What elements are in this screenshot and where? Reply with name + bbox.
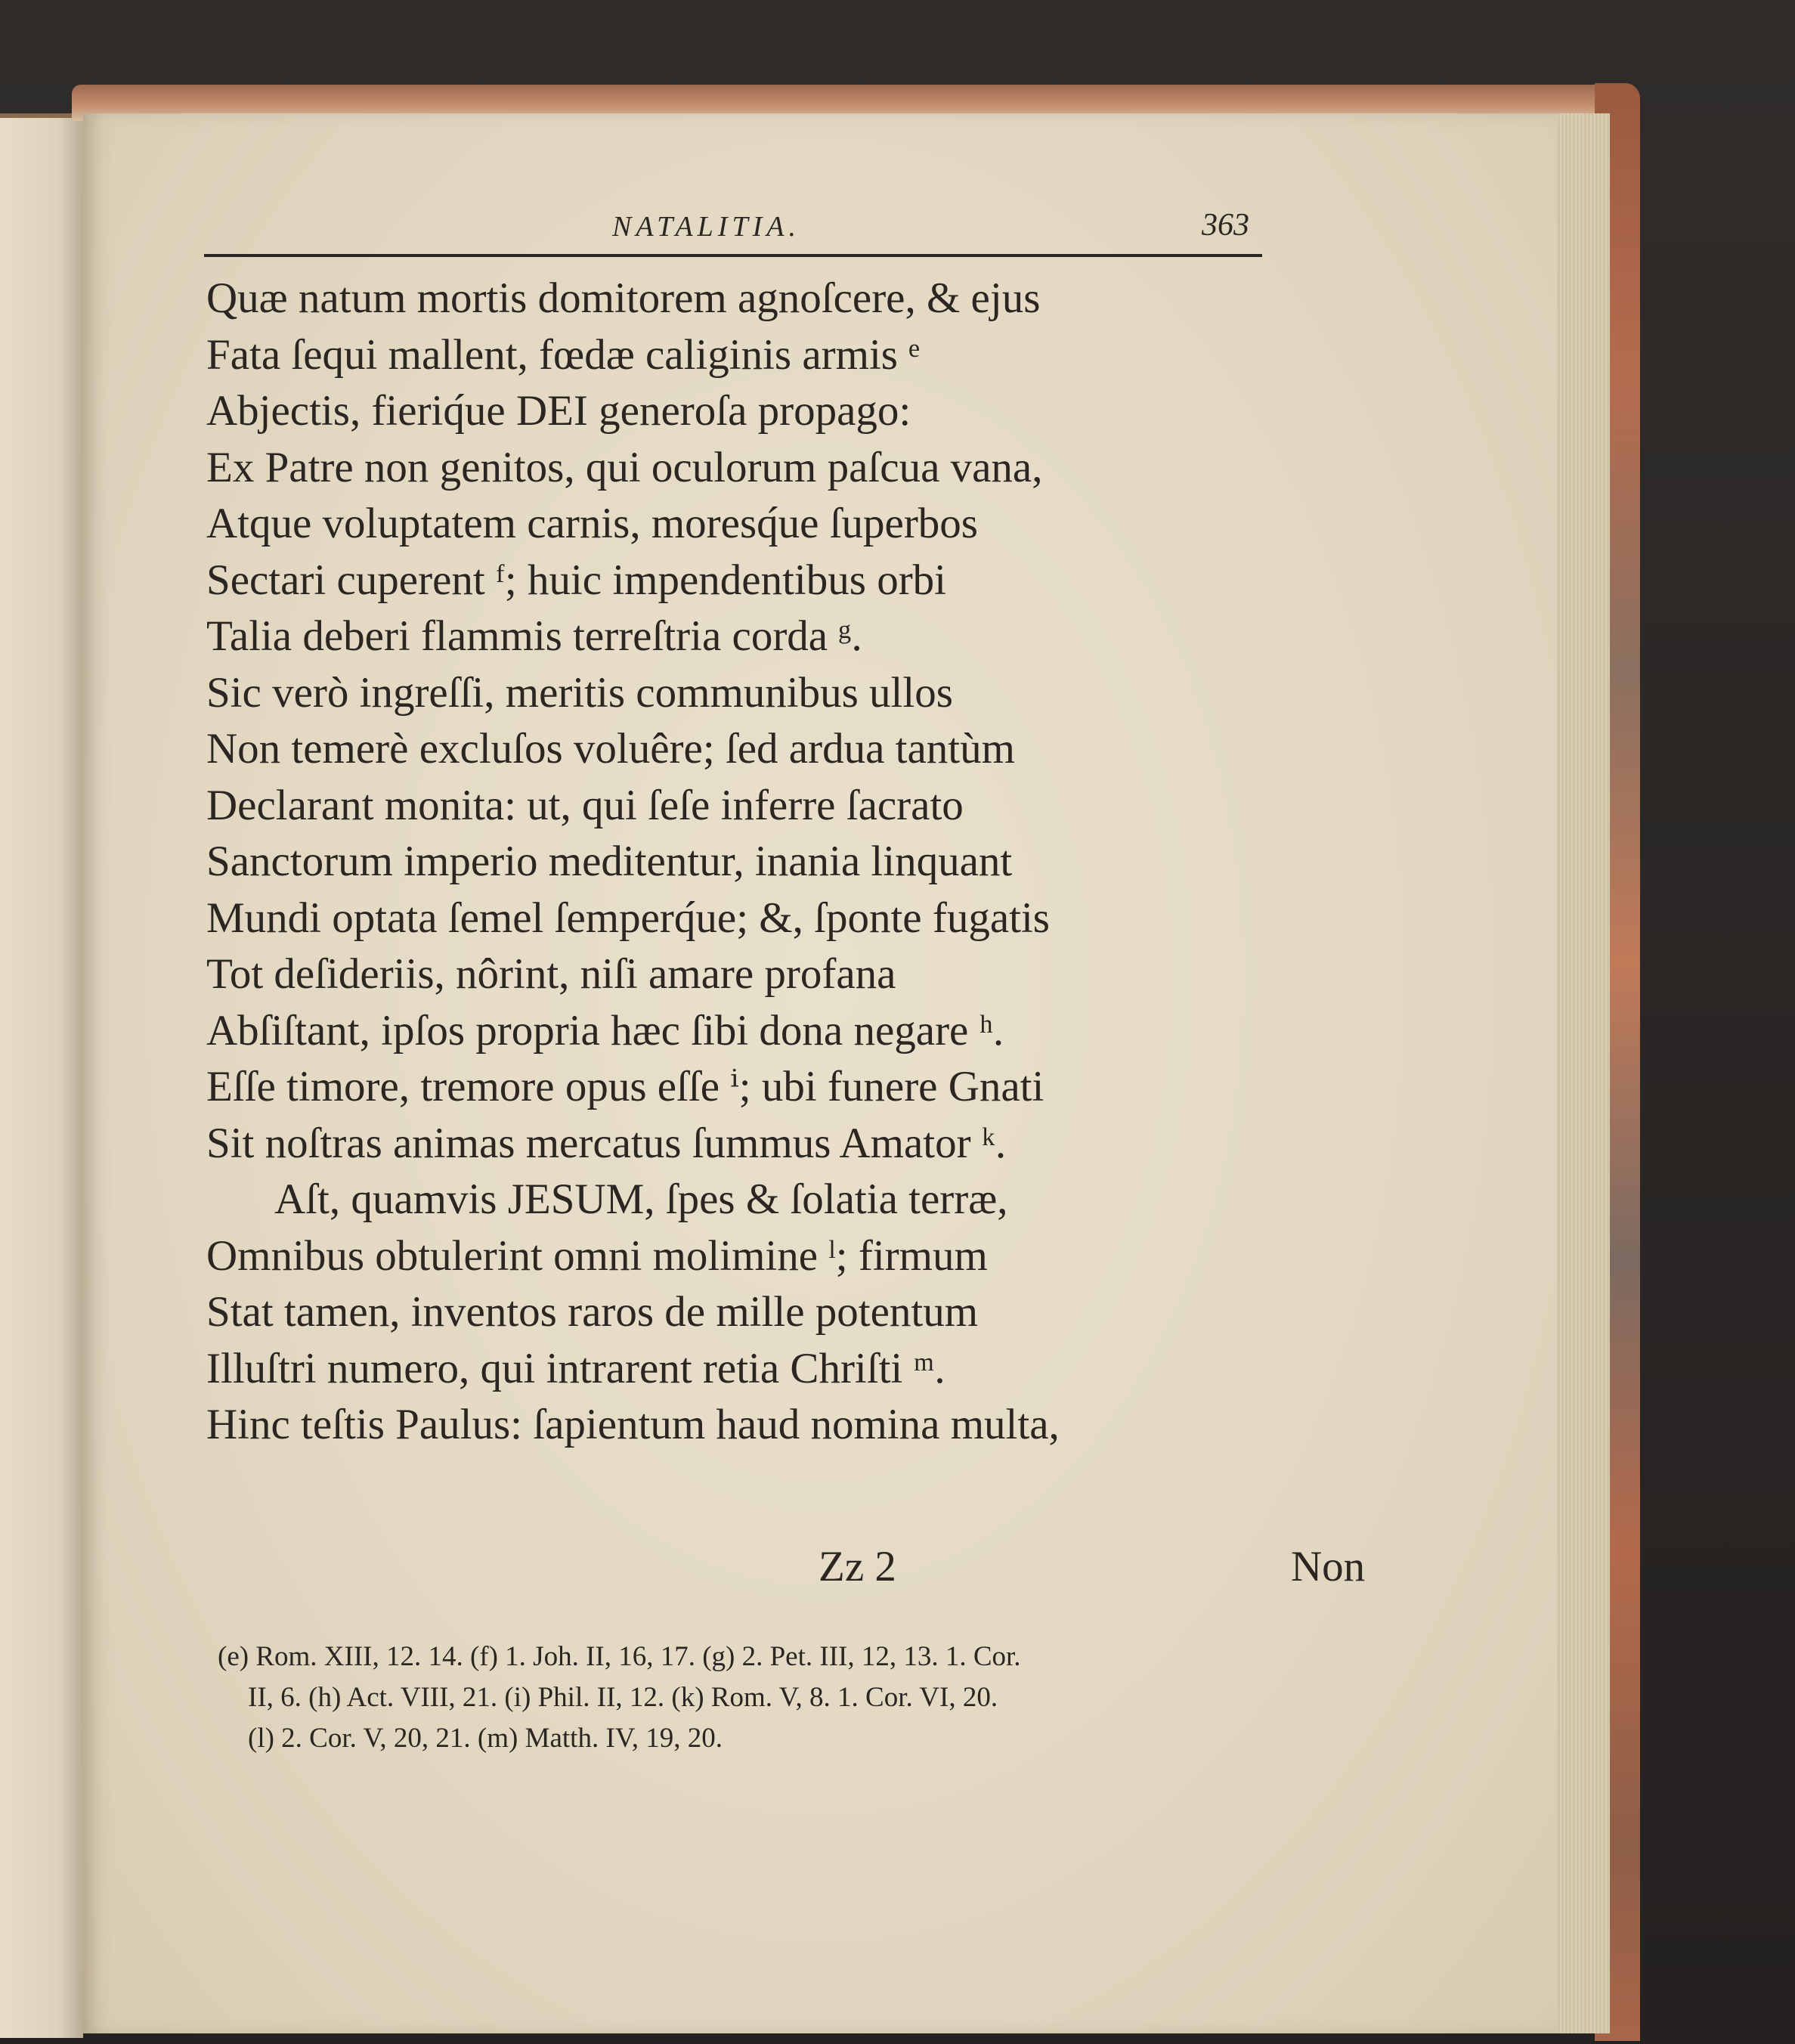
footnote-line: (e) Rom. XIII, 12. 14. (f) 1. Joh. II, 16, 17. (g) 2. Pet. III, 12, 13. 1. Cor. bbox=[218, 1641, 1021, 1672]
verse-line: Omnibus obtulerint omni molimine ˡ; firmum bbox=[206, 1231, 988, 1280]
verse-line: Abjectis, fieriq́ue DEI generoſa propago: bbox=[206, 387, 911, 435]
verse-line: Sanctorum imperio meditentur, inania linquant bbox=[206, 838, 1013, 885]
verse-line: Sit noſtras animas mercatus ſummus Amator ᵏ. bbox=[206, 1119, 1007, 1167]
footnote-line: (l) 2. Cor. V, 20, 21. (m) Matth. IV, 19, 20. bbox=[248, 1723, 723, 1754]
verse-line: Talia deberi flammis terreſtria corda ᵍ. bbox=[206, 612, 862, 660]
page-block-edges bbox=[1549, 113, 1610, 2033]
footnotes bbox=[218, 1637, 1291, 1759]
verse-line: Sic verò ingreſſi, meritis communibus ullos bbox=[206, 668, 953, 717]
right-page bbox=[83, 113, 1557, 2033]
verse-line: Aſt, quamvis JESUM, ſpes & ſolatia terræ, bbox=[274, 1175, 1008, 1223]
running-head: NATALITIA. bbox=[612, 211, 800, 243]
verse-line: Non temerè excluſos voluêre; ſed ardua tantùm bbox=[206, 725, 1015, 773]
footnote-line: II, 6. (h) Act. VIII, 21. (i) Phil. II, 12. (k) Rom. V, 8. 1. Cor. VI, 20. bbox=[248, 1682, 998, 1713]
verse-line: Stat tamen, inventos raros de mille potentum bbox=[206, 1288, 979, 1336]
page-number: 363 bbox=[1202, 208, 1249, 243]
catchword: Non bbox=[1291, 1543, 1366, 1590]
verse-line: Abſiſtant, ipſos propria hæc ſibi dona negare ʰ. bbox=[206, 1006, 1004, 1055]
verse-line: Declarant monita: ut, qui ſeſe inferre ſacrato bbox=[206, 781, 964, 829]
verse-line: Tot deſideriis, nôrint, niſi amare profana bbox=[206, 950, 896, 998]
left-page-edge bbox=[0, 113, 83, 2038]
header-rule bbox=[204, 254, 1262, 257]
verse-line: Fata ſequi mallent, fœdæ caliginis armis ᵉ bbox=[206, 330, 920, 379]
verse-line: Hinc teſtis Paulus: ſapientum haud nomina multa, bbox=[206, 1401, 1060, 1448]
signature-mark: Zz 2 bbox=[819, 1543, 896, 1590]
verse-line: Sectari cuperent ᶠ; huic impendentibus orbi bbox=[206, 556, 947, 604]
verse-block bbox=[206, 271, 1280, 1454]
verse-line: Eſſe timore, tremore opus eſſe ⁱ; ubi funere Gnati bbox=[206, 1063, 1045, 1110]
verse-line: Mundi optata ſemel ſemperq́ue; &, ſponte fugatis bbox=[206, 893, 1050, 942]
verse-line: Quæ natum mortis domitorem agnoſcere, & ejus bbox=[206, 274, 1041, 322]
verse-line: Illuſtri numero, qui intrarent retia Chriſti ᵐ. bbox=[206, 1344, 945, 1392]
verse-line: Atque voluptatem carnis, moresq́ue ſuperbos bbox=[206, 500, 978, 547]
verse-line: Ex Patre non genitos, qui oculorum paſcua vana, bbox=[206, 443, 1043, 491]
